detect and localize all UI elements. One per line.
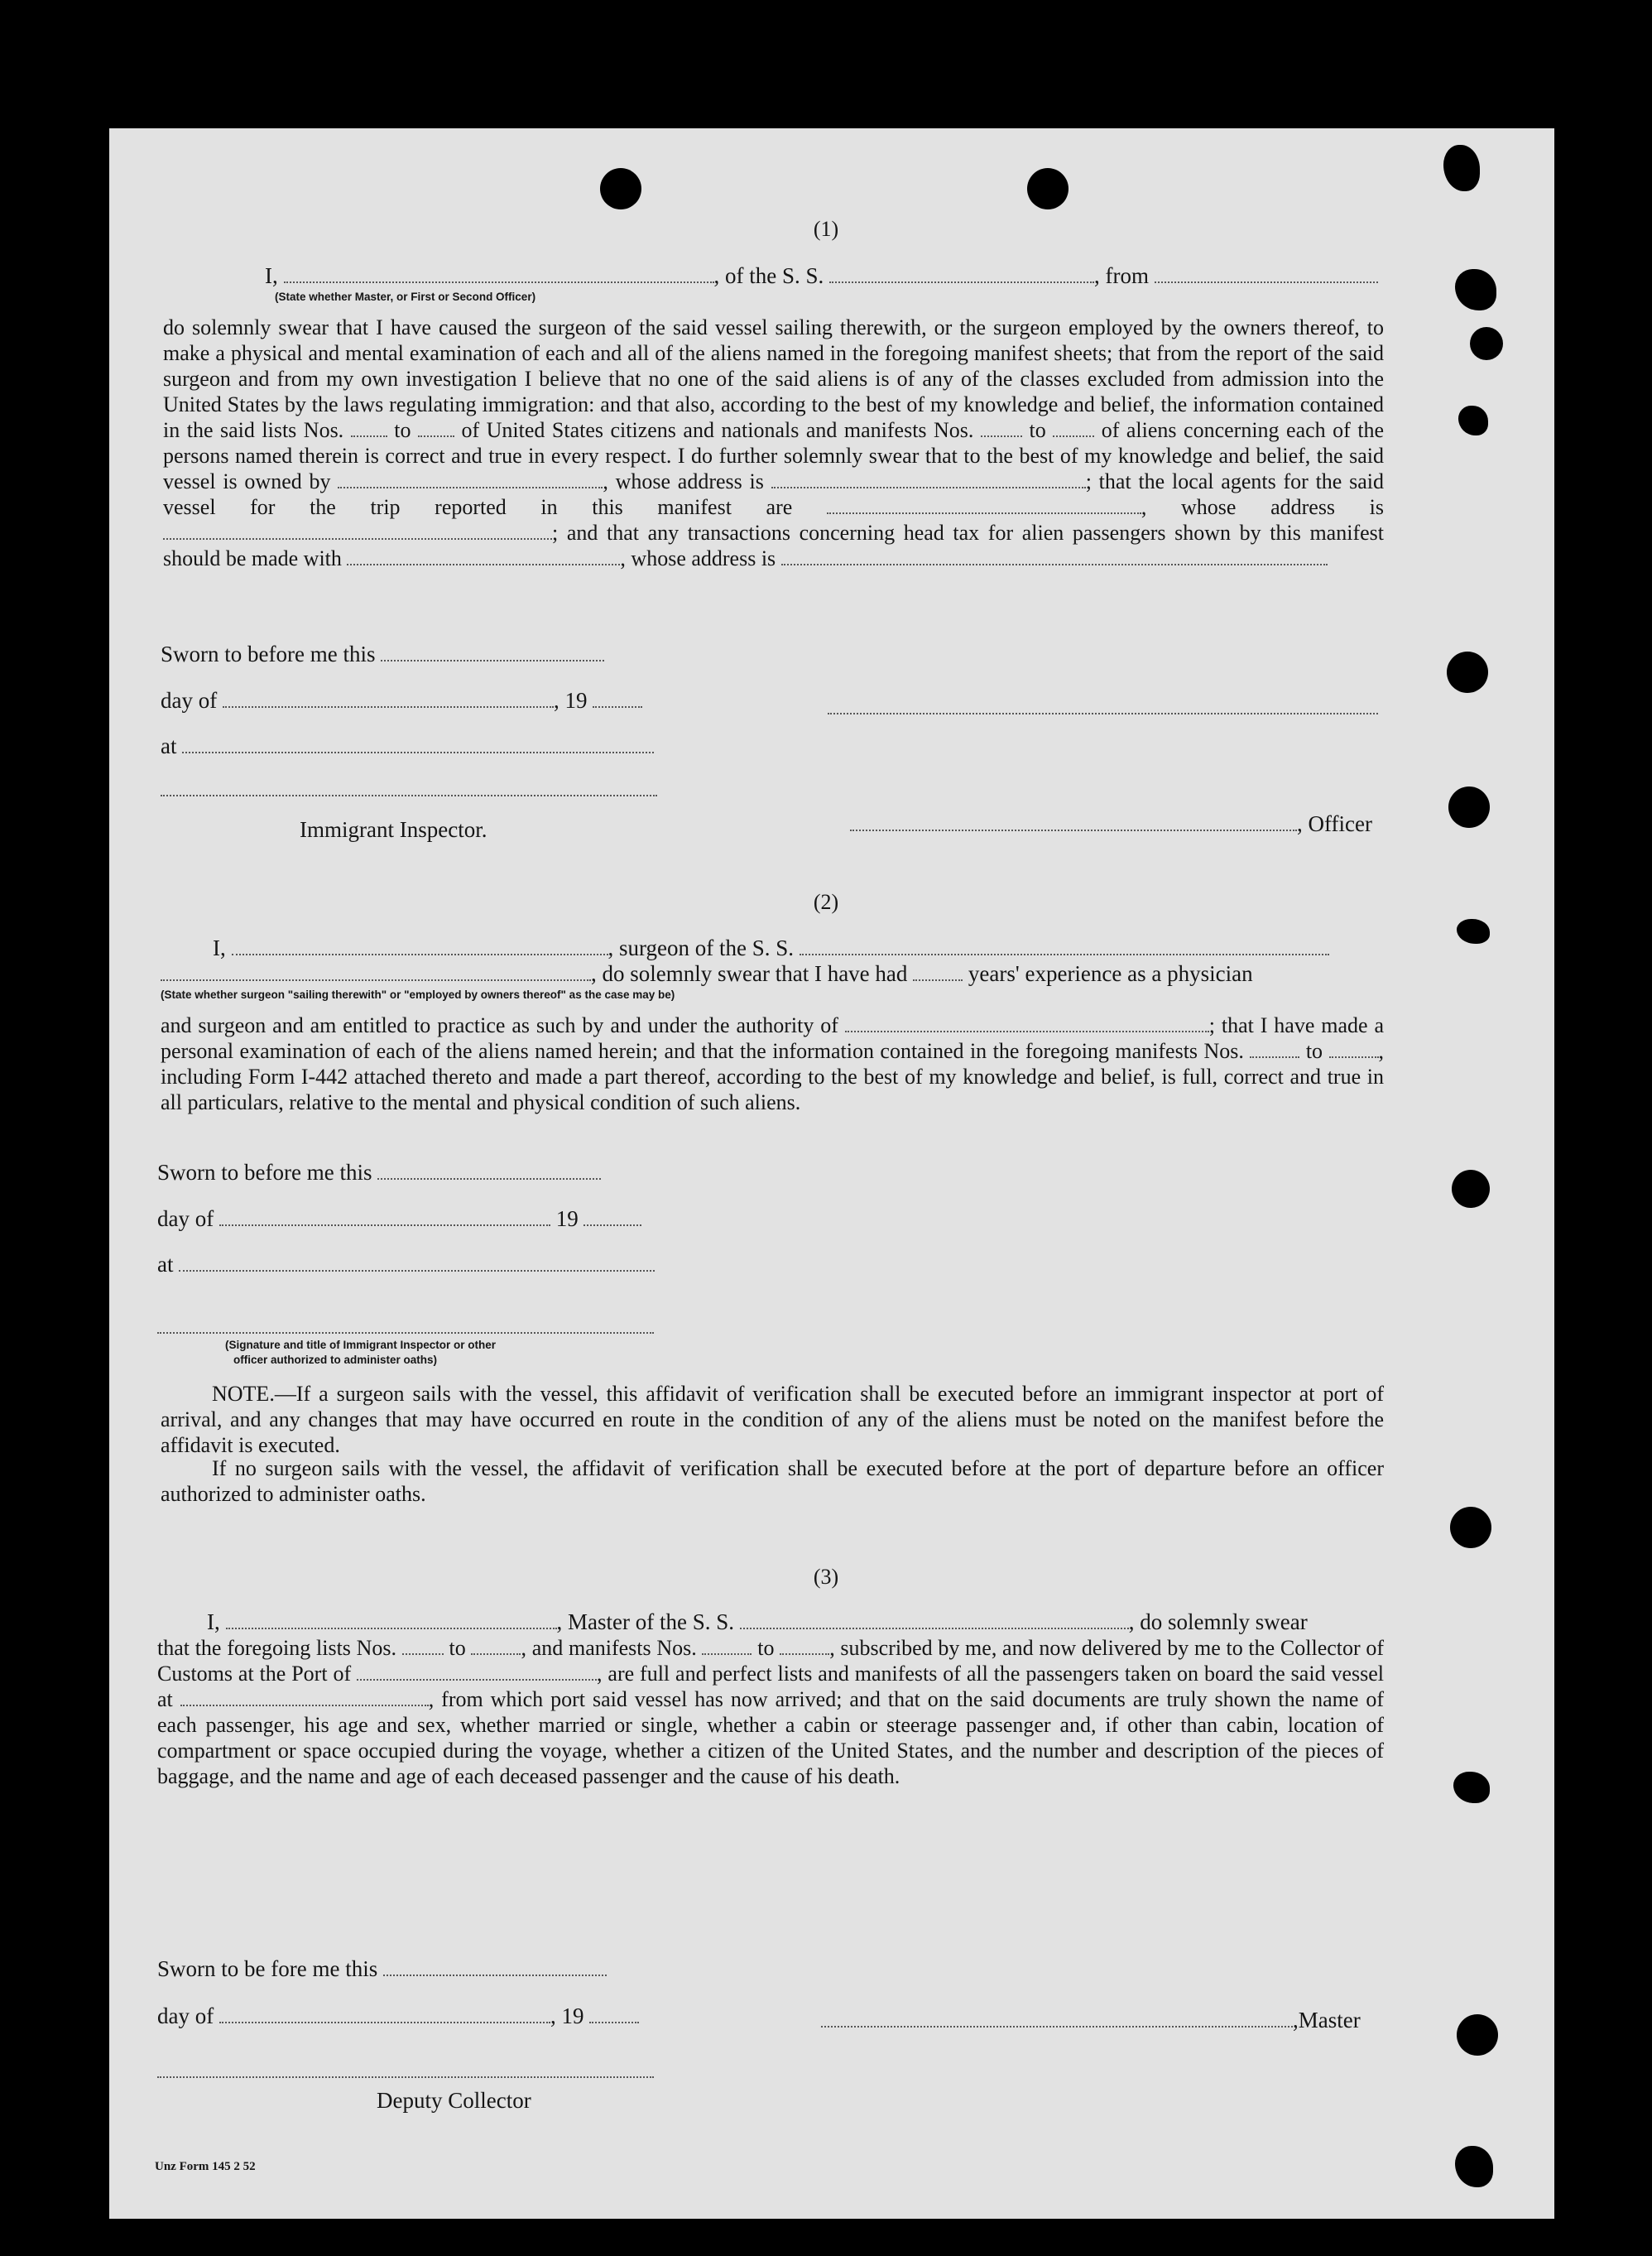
section-3-text-e: , from which port said vessel has now arrived; and that on the said documents are truly shown the name of each passenger, his age and sex, whether married or single, whether a cabin or steerage passenger and, if other than cabin, location of compartment or space occupied during the voyage, whether a citizen of the United States, and the number and description of the pieces of baggage, and the name and age of each deceased passenger and the cause of his death. xyxy=(157,1687,1385,1788)
note-text-2: If no surgeon sails with the vessel, the affidavit of verification shall be executed before at the port of departure before an officer authorized to administer oaths. xyxy=(161,1456,1384,1506)
section-3-i: I, xyxy=(207,1609,220,1634)
section-1-at-line xyxy=(161,734,654,758)
section-3-text-a: that the foregoing lists Nos. xyxy=(157,1636,397,1660)
agents-field[interactable] xyxy=(827,496,1141,514)
punch-hole-edge-5 xyxy=(1447,652,1488,693)
section-2-day-of-label: day of xyxy=(157,1206,214,1231)
punch-hole-edge-12 xyxy=(1455,2146,1493,2187)
section-1-inspector-signature-line[interactable] xyxy=(161,794,657,796)
section-1-sworn-date-field[interactable] xyxy=(381,643,604,661)
section-2-at-label: at xyxy=(157,1252,174,1277)
section-1-sworn-line xyxy=(161,642,604,666)
punch-hole-edge-9 xyxy=(1450,1507,1491,1548)
head-tax-address-field[interactable] xyxy=(781,547,1328,565)
section-3-text-c: , subscribed by me, and now delivered by me to the Collector of Customs at the Port of xyxy=(157,1636,1385,1686)
lists-from-field[interactable] xyxy=(351,419,387,437)
section-1-day-field[interactable] xyxy=(223,690,554,708)
authority-field[interactable] xyxy=(845,1014,1209,1032)
section-3-year-field[interactable] xyxy=(589,2005,639,2023)
section-2-day-line xyxy=(157,1206,641,1231)
section-3-vessel-field[interactable] xyxy=(740,1611,1129,1629)
section-1-text-a: do solemnly swear that I have caused the surgeon of the said vessel sailing therewith, or the surgeon employed by the owners thereof, to make a physical and mental examination of each and all of the aliens named in the foregoing manifest sheets; that from the report of the said surgeon and from my own investigation I believe that no one of the said aliens is of any of the classes excluded from admission into the United States by the laws regulating immigration: and that also, according to the best of my knowledge and belief, the information contained in the said lists Nos. xyxy=(163,315,1384,442)
section-2-year-label: 19 xyxy=(555,1206,579,1231)
from-port-field[interactable] xyxy=(1155,265,1378,283)
section-3-number: (3) xyxy=(813,1565,839,1589)
section-3-year-label: , 19 xyxy=(550,2003,584,2028)
section-1-year-field[interactable] xyxy=(593,690,642,708)
owner-address-field[interactable] xyxy=(771,470,1086,488)
years-experience-field[interactable] xyxy=(913,963,963,981)
section-3-to-1: to xyxy=(449,1636,466,1660)
owner-field[interactable] xyxy=(338,470,603,488)
section-2-text-a: and surgeon and am entitled to practice as such by and under the authority of xyxy=(161,1013,838,1037)
punch-hole-edge-6 xyxy=(1448,786,1490,828)
punch-hole-edge-3 xyxy=(1470,327,1503,360)
master-label: ,Master xyxy=(1293,2008,1361,2032)
section-2-year-field[interactable] xyxy=(583,1208,641,1226)
section-1-from-label: , from xyxy=(1094,263,1149,288)
punch-hole-edge-4 xyxy=(1458,406,1488,435)
punch-hole-edge-11 xyxy=(1457,2014,1498,2056)
section-1-text-b: of United States citizens and nationals and manifests Nos. xyxy=(461,418,974,442)
section-2-sworn-date-field[interactable] xyxy=(377,1162,601,1180)
section-3-body xyxy=(157,1635,1384,1789)
caption-officer-rank: (State whether Master, or First or Second Officer) xyxy=(275,291,536,303)
officer-name-field[interactable] xyxy=(284,265,714,283)
note-paragraph-2 xyxy=(161,1455,1384,1507)
punch-hole-edge-2 xyxy=(1455,269,1496,310)
punch-hole-edge-1 xyxy=(1443,145,1480,191)
officer-label: , Officer xyxy=(1297,811,1372,836)
section-1-i: I, xyxy=(265,263,278,288)
section-1-to-2: to xyxy=(1029,418,1046,442)
form-page xyxy=(109,128,1554,2219)
section-2-sworn-line xyxy=(157,1160,601,1185)
section-1-to-1: to xyxy=(394,418,411,442)
section-2-swear-line xyxy=(161,961,1253,986)
lists-to-field[interactable] xyxy=(418,419,454,437)
surgeon-status-field[interactable] xyxy=(161,963,591,981)
punch-hole-top-right xyxy=(1027,168,1069,209)
section-3-deputy-signature-line[interactable] xyxy=(157,2076,654,2078)
port-of-arrival-field[interactable] xyxy=(357,1662,597,1681)
section-3-sworn-date-field[interactable] xyxy=(383,1958,607,1976)
section-2-day-field[interactable] xyxy=(219,1208,550,1226)
agents-address-field[interactable] xyxy=(163,522,552,540)
section-2-i: I, xyxy=(213,936,226,960)
officer-signature-field[interactable] xyxy=(850,813,1297,831)
section-2-sworn-label: Sworn to before me this xyxy=(157,1160,372,1185)
punch-hole-edge-7 xyxy=(1457,919,1490,944)
section-2-manifests-to-field[interactable] xyxy=(1329,1040,1379,1058)
section-3-manifests-from-field[interactable] xyxy=(702,1637,752,1655)
section-1-text-e: ; and that any transactions concerning head tax for alien passengers shown by this manifest should be made with xyxy=(163,521,1384,570)
note-paragraph-1 xyxy=(161,1381,1384,1458)
section-3-oath-line xyxy=(157,1609,1308,1634)
section-3-manifests-to-field[interactable] xyxy=(780,1637,829,1655)
section-1-text-d: ; that the local agents for the said vessel for the trip reported in this manifest are xyxy=(163,469,1385,519)
section-1-address-label-2: , whose address is xyxy=(1141,495,1385,519)
form-number: Unz Form 145 2 52 xyxy=(155,2160,256,2173)
note-text-1: NOTE.—If a surgeon sails with the vessel, this affidavit of verification shall be executed before an immigrant inspector at port of arrival, and any changes that may have occurred en route in the condition of any of the aliens must be noted on the manifest before the affidavit is executed. xyxy=(161,1382,1384,1457)
section-1-oath-line xyxy=(215,263,1378,288)
section-3-day-field[interactable] xyxy=(219,2005,550,2023)
manifests-to-field[interactable] xyxy=(1053,419,1094,437)
section-1-text-f: whose address is xyxy=(631,546,776,570)
section-2-swear-label: , do solemnly swear that I have had xyxy=(591,961,908,986)
immigrant-inspector-label: Immigrant Inspector. xyxy=(300,817,487,842)
section-1-ss-label: , of the S. S. xyxy=(713,263,824,288)
section-2-text-b: that I have made a personal examination of each of the aliens named herein; and that the information contained in the foregoing manifests Nos. xyxy=(161,1013,1384,1063)
section-1-day-line xyxy=(161,688,642,713)
section-1-at-label: at xyxy=(161,734,177,758)
section-1-day-of-label: day of xyxy=(161,688,218,713)
section-1-number: (1) xyxy=(813,217,839,241)
punch-hole-edge-8 xyxy=(1452,1170,1490,1208)
head-tax-party-field[interactable] xyxy=(347,547,620,565)
section-1-body: do solemnly swear that I have caused the surgeon of the said vessel sailing therewith, or the surgeon employed by the owners thereof, to make a physical and mental examination of each and all of the aliens named in the foregoing manifest sheets; that from the report of the said surgeon and from my own investigation I believe that no one of the said aliens is of any of the classes excluded from admission into the United States by the laws regulating immigration: and that also, according to the best of my knowledge and belief, the information contained in the said lists Nos. to of United States citizens and nationals and manifests Nos. to of aliens concerning each of the persons named therein is correct and true in every respect. I do further solemnly swear that to the best of my knowledge and belief, the said vessel is owned by , whose address is ; that the local agents for the said vessel for the trip reported in this manifest are , whose address is ; and that any transactions concerning head tax for alien passengers shown by this manifest should be made with , whose address is xyxy=(163,315,1385,570)
section-1-text-c: of aliens concerning each of the persons named therein is correct and true in every respect. I do further solemnly swear that to the best of my knowledge and belief, the said vessel is owned by xyxy=(163,418,1385,493)
section-2-body: and surgeon and am entitled to practice as such by and under the authority of ; that I have made a personal examination of each of the aliens named herein; and that the information contained in the foregoing manifests Nos. to , including Form I-442 attached thereto and made a part thereof, according to the best of my knowledge and belief, is full, correct and true in all particulars, relative to the mental and physical condition of such aliens. xyxy=(161,1013,1385,1114)
section-3-text-d: , are full and perfect lists and manifests of all the passengers taken on board the said vessel at xyxy=(157,1662,1384,1711)
section-1-signature-line[interactable] xyxy=(828,712,1378,714)
section-3-sworn-label: Sworn to be fore me this xyxy=(157,1956,378,1981)
section-1-officer-line xyxy=(850,811,1372,836)
section-2-at-field[interactable] xyxy=(179,1253,655,1272)
section-3-master-line xyxy=(821,2008,1361,2032)
punch-hole-edge-10 xyxy=(1453,1772,1490,1803)
punch-hole-top-left xyxy=(600,168,641,209)
section-2-text-c: , including Form I-442 attached thereto and made a part thereof, according to the best of my knowledge and belief, is full, correct and true in all particulars, relative to the mental and physical condition of such aliens. xyxy=(161,1039,1385,1114)
port-of-departure-field[interactable] xyxy=(180,1688,429,1706)
section-1-at-field[interactable] xyxy=(182,735,654,753)
section-3-swear-label: , do solemnly swear xyxy=(1128,1609,1308,1634)
section-3-day-line xyxy=(157,2003,639,2028)
section-2-ss-label: , surgeon of the S. S. xyxy=(607,936,795,960)
section-3-to-2: to xyxy=(757,1636,775,1660)
section-1-sworn-label: Sworn to before me this xyxy=(161,642,376,666)
section-2-to: to xyxy=(1305,1039,1323,1063)
section-3-sworn-line xyxy=(157,1956,607,1981)
master-signature-field[interactable] xyxy=(821,2009,1293,2028)
deputy-collector-label: Deputy Collector xyxy=(377,2088,531,2113)
master-name-field[interactable] xyxy=(226,1611,557,1629)
section-2-signature-line[interactable] xyxy=(157,1331,654,1334)
caption-signature-1: (Signature and title of Immigrant Inspector or other xyxy=(225,1339,497,1351)
section-2-oath-line xyxy=(163,936,1329,960)
section-2-number: (2) xyxy=(813,890,839,914)
section-2-manifests-from-field[interactable] xyxy=(1250,1040,1299,1058)
vessel-name-field[interactable] xyxy=(829,265,1094,283)
section-1-address-label-1: , whose address is xyxy=(603,469,764,493)
section-2-physician-label: years' experience as a physician xyxy=(968,961,1253,986)
section-3-text-b: , and manifests Nos. xyxy=(521,1636,697,1660)
section-3-lists-from-field[interactable] xyxy=(402,1637,444,1655)
section-3-day-of-label: day of xyxy=(157,2003,214,2028)
section-3-master-label: , Master of the S. S. xyxy=(556,1609,734,1634)
section-1-year-label: , 19 xyxy=(553,688,588,713)
surgeon-name-field[interactable] xyxy=(232,937,608,955)
manifests-from-field[interactable] xyxy=(981,419,1022,437)
caption-surgeon-status: (State whether surgeon "sailing therewith" or "employed by owners thereof" as the case may be) xyxy=(161,989,675,1001)
section-2-vessel-field[interactable] xyxy=(800,937,1329,955)
section-3-lists-to-field[interactable] xyxy=(471,1637,521,1655)
caption-signature-2: officer authorized to administer oaths) xyxy=(233,1354,438,1366)
section-2-at-line xyxy=(157,1252,655,1277)
